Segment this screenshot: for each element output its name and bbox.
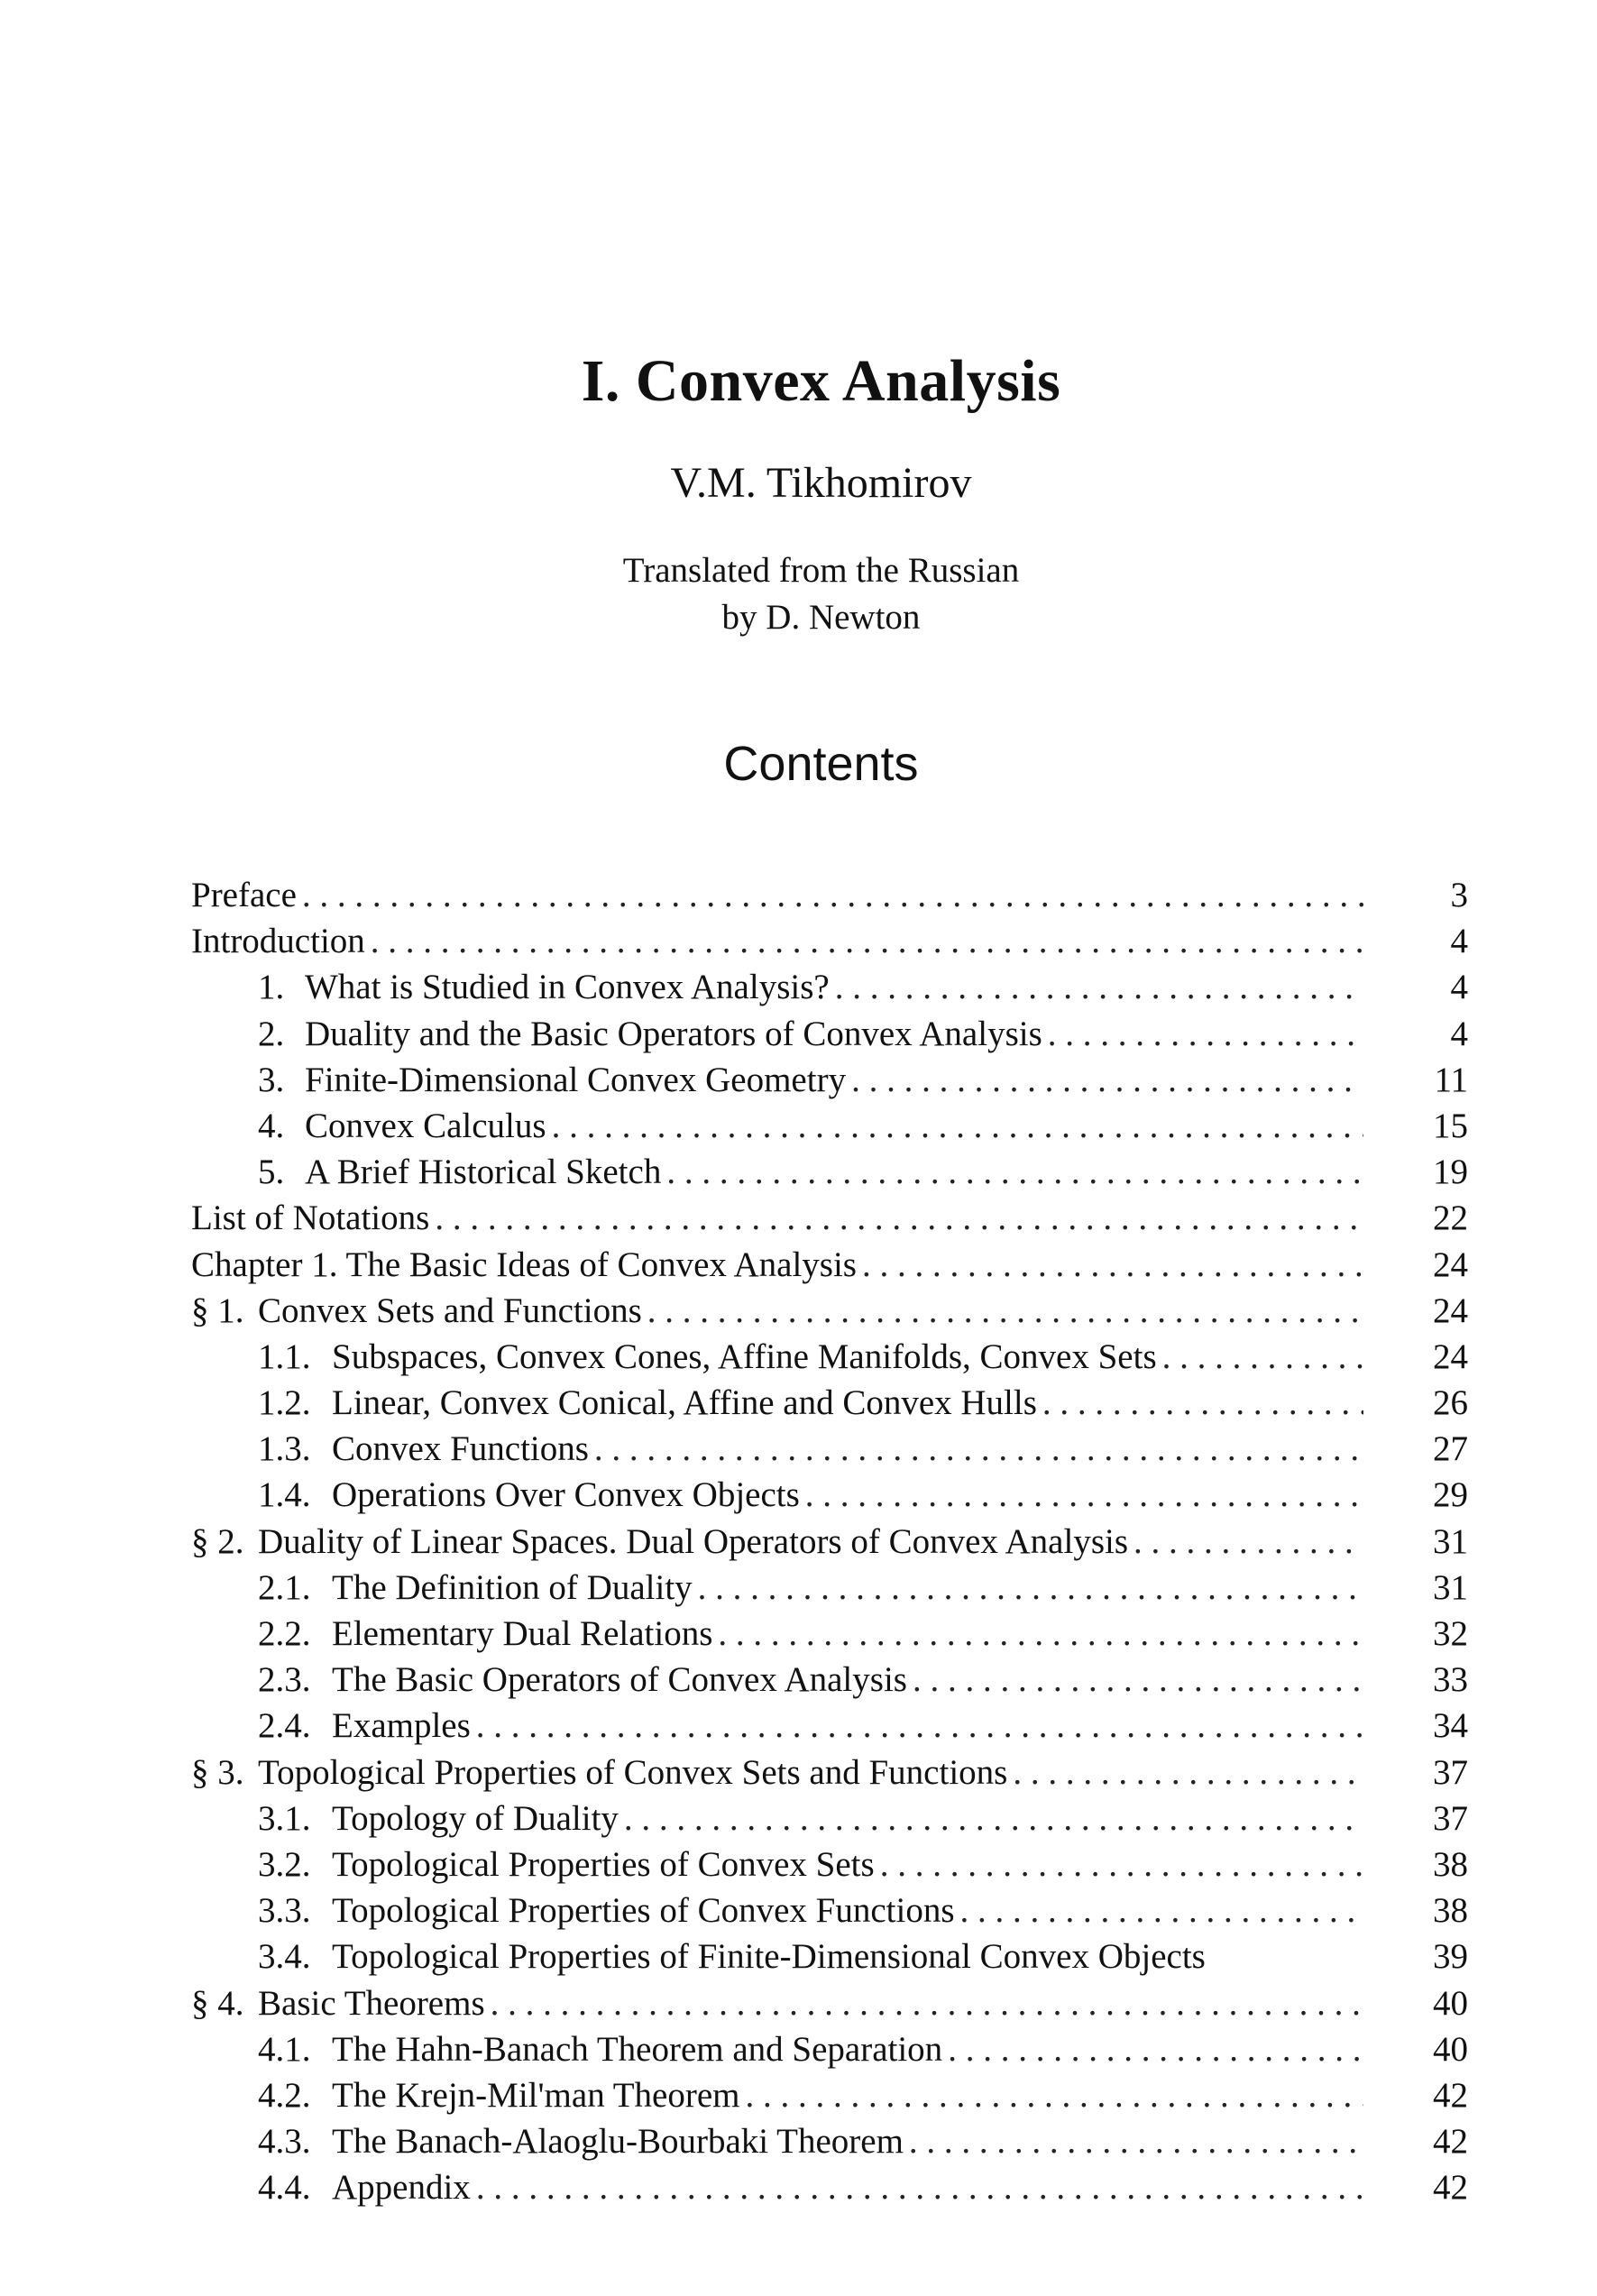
toc-number: 3.4. xyxy=(258,1937,311,1977)
toc-leader-dots xyxy=(491,1980,1363,2026)
toc-entry-1-1[interactable] xyxy=(191,1334,1468,1380)
toc-number: 4.2. xyxy=(258,2075,311,2115)
toc-title: Topological Properties of Convex Sets xyxy=(332,1844,875,1884)
toc-title: Chapter 1. The Basic Ideas of Convex Analysis xyxy=(191,1244,857,1284)
toc-leader-dots xyxy=(1013,1750,1363,1795)
toc-title: The Krejn-Mil'man Theorem xyxy=(332,2075,740,2115)
toc-number: § 1. xyxy=(191,1290,244,1330)
toc-leader-dots xyxy=(913,1657,1363,1703)
toc-entry-intro-4[interactable] xyxy=(191,1103,1468,1149)
toc-number: 3.1. xyxy=(258,1798,311,1838)
toc-number: 1.1. xyxy=(258,1336,311,1376)
toc-number: 3.3. xyxy=(258,1891,311,1931)
toc-page-number: 29 xyxy=(1433,1475,1468,1515)
toc-leader-dots xyxy=(552,1103,1363,1149)
toc-leader-dots xyxy=(835,964,1363,1010)
toc-page-number: 19 xyxy=(1433,1153,1468,1192)
toc-number: 1.3. xyxy=(258,1429,311,1469)
toc-title: Duality of Linear Spaces. Dual Operators of Convex Analysis xyxy=(258,1521,1129,1561)
translated-line-2: by D. Newton xyxy=(721,598,921,637)
toc-page-number: 26 xyxy=(1433,1383,1468,1423)
toc-page-number: 4 xyxy=(1450,922,1468,961)
toc-entry-3-1[interactable] xyxy=(191,1795,1468,1841)
toc-number: 5. xyxy=(258,1153,285,1192)
toc-page-number: 37 xyxy=(1433,1798,1468,1838)
toc-number: 2. xyxy=(258,1014,285,1053)
toc-page-number: 31 xyxy=(1433,1521,1468,1561)
toc-page-number: 40 xyxy=(1433,1983,1468,2023)
toc-page-number: 27 xyxy=(1433,1429,1468,1469)
table-of-contents xyxy=(191,872,1468,2210)
toc-title: What is Studied in Convex Analysis? xyxy=(305,968,830,1007)
toc-entry-introduction[interactable] xyxy=(191,918,1468,964)
toc-title: Operations Over Convex Objects xyxy=(332,1475,800,1515)
toc-leader-dots xyxy=(1162,1334,1363,1380)
toc-entry-3-4[interactable] xyxy=(191,1933,1468,1979)
toc-leader-dots xyxy=(851,1057,1363,1103)
toc-leader-dots xyxy=(948,2026,1363,2072)
translated-line-1: Translated from the Russian xyxy=(622,551,1020,590)
toc-leader-dots xyxy=(880,1841,1363,1887)
toc-entry-section-2[interactable] xyxy=(191,1519,1468,1565)
toc-entry-section-4[interactable] xyxy=(191,1980,1468,2026)
toc-number: § 3. xyxy=(191,1752,244,1792)
toc-page-number: 31 xyxy=(1433,1567,1468,1607)
toc-entry-4-2[interactable] xyxy=(191,2072,1468,2118)
toc-entry-4-1[interactable] xyxy=(191,2026,1468,2072)
toc-number: 1.2. xyxy=(258,1383,311,1423)
toc-leader-dots xyxy=(1042,1380,1363,1426)
toc-number: 4.1. xyxy=(258,2029,311,2069)
toc-leader-dots xyxy=(862,1242,1363,1288)
toc-leader-dots xyxy=(435,1195,1363,1241)
toc-leader-dots xyxy=(909,2118,1363,2164)
toc-title: Convex Calculus xyxy=(305,1106,546,1145)
toc-entry-intro-1[interactable] xyxy=(191,964,1468,1010)
toc-page-number: 4 xyxy=(1450,968,1468,1007)
toc-number: 2.1. xyxy=(258,1567,311,1607)
toc-page-number: 11 xyxy=(1434,1060,1468,1099)
chapter-title: I. Convex Analysis xyxy=(581,348,1061,414)
toc-leader-dots xyxy=(1134,1519,1363,1565)
toc-number: 4.3. xyxy=(258,2122,311,2162)
toc-page-number: 40 xyxy=(1433,2029,1468,2069)
toc-page-number: 42 xyxy=(1433,2075,1468,2115)
toc-leader-dots xyxy=(805,1472,1363,1518)
toc-entry-2-4[interactable] xyxy=(191,1703,1468,1749)
toc-leader-dots xyxy=(666,1149,1363,1195)
toc-title: Linear, Convex Conical, Affine and Convex Hulls xyxy=(332,1383,1037,1423)
toc-title: Topology of Duality xyxy=(332,1798,619,1838)
toc-page-number: 33 xyxy=(1433,1660,1468,1700)
toc-page-number: 39 xyxy=(1433,1937,1468,1977)
toc-page-number: 22 xyxy=(1433,1199,1468,1238)
toc-number: 1. xyxy=(258,968,285,1007)
toc-entry-section-3[interactable] xyxy=(191,1750,1468,1795)
toc-entry-2-2[interactable] xyxy=(191,1611,1468,1657)
toc-page-number: 42 xyxy=(1433,2168,1468,2208)
toc-leader-dots xyxy=(960,1887,1363,1933)
toc-entry-3-2[interactable] xyxy=(191,1841,1468,1887)
toc-title: Convex Sets and Functions xyxy=(258,1290,642,1330)
translation-credit xyxy=(0,547,1597,641)
toc-leader-dots xyxy=(371,918,1363,964)
toc-page-number: 24 xyxy=(1433,1244,1468,1284)
contents-heading: Contents xyxy=(723,737,919,791)
toc-title: Finite-Dimensional Convex Geometry xyxy=(305,1060,847,1099)
toc-entry-2-3[interactable] xyxy=(191,1657,1468,1703)
toc-entry-preface[interactable] xyxy=(191,872,1468,918)
toc-title: Subspaces, Convex Cones, Affine Manifolds, Convex Sets xyxy=(332,1336,1157,1376)
toc-number: 3.2. xyxy=(258,1844,311,1884)
toc-entry-intro-3[interactable] xyxy=(191,1057,1468,1103)
toc-leader-dots xyxy=(718,1611,1363,1657)
toc-number: 4. xyxy=(258,1106,285,1145)
toc-title: The Basic Operators of Convex Analysis xyxy=(332,1660,907,1700)
toc-number: 4.4. xyxy=(258,2168,311,2208)
toc-title: Preface xyxy=(191,876,297,914)
toc-entry-section-1[interactable] xyxy=(191,1288,1468,1334)
toc-entry-intro-2[interactable] xyxy=(191,1011,1468,1057)
toc-title: Basic Theorems xyxy=(258,1983,485,2023)
toc-page-number: 42 xyxy=(1433,2122,1468,2162)
toc-leader-dots xyxy=(1048,1011,1363,1057)
toc-entry-list-of-notations[interactable] xyxy=(191,1195,1468,1241)
toc-leader-dots xyxy=(302,872,1363,918)
toc-leader-dots xyxy=(698,1565,1363,1611)
toc-leader-dots xyxy=(624,1795,1363,1841)
toc-entry-intro-5[interactable] xyxy=(191,1149,1468,1195)
toc-title: The Banach-Alaoglu-Bourbaki Theorem xyxy=(332,2122,904,2162)
author-name: V.M. Tikhomirov xyxy=(670,459,972,507)
toc-entry-3-3[interactable] xyxy=(191,1887,1468,1933)
toc-number: 3. xyxy=(258,1060,285,1099)
toc-title: Examples xyxy=(332,1706,471,1746)
toc-number: 1.4. xyxy=(258,1475,311,1515)
toc-leader-dots xyxy=(476,1703,1363,1749)
toc-number: § 4. xyxy=(191,1983,244,2023)
toc-title: The Definition of Duality xyxy=(332,1567,693,1607)
toc-title: Topological Properties of Convex Sets and Functions xyxy=(258,1752,1008,1792)
toc-title: Convex Functions xyxy=(332,1429,589,1469)
toc-title: Introduction xyxy=(191,922,365,961)
toc-leader-dots xyxy=(594,1426,1363,1472)
toc-page-number: 15 xyxy=(1433,1106,1468,1145)
toc-leader-dots xyxy=(647,1288,1363,1334)
toc-page-number: 38 xyxy=(1433,1844,1468,1884)
toc-entry-1-2[interactable] xyxy=(191,1380,1468,1426)
toc-page-number: 3 xyxy=(1450,876,1468,914)
toc-title: A Brief Historical Sketch xyxy=(305,1153,662,1192)
toc-leader-dots xyxy=(476,2164,1363,2210)
toc-entry-4-4[interactable] xyxy=(191,2164,1468,2210)
toc-title: Appendix xyxy=(332,2168,471,2208)
toc-page-number: 24 xyxy=(1433,1290,1468,1330)
toc-page-number: 24 xyxy=(1433,1336,1468,1376)
toc-entry-chapter-1[interactable] xyxy=(191,1242,1468,1288)
toc-number: § 2. xyxy=(191,1521,244,1561)
toc-title: Elementary Dual Relations xyxy=(332,1614,713,1653)
toc-number: 2.4. xyxy=(258,1706,311,1746)
toc-entry-4-3[interactable] xyxy=(191,2118,1468,2164)
toc-title: The Hahn-Banach Theorem and Separation xyxy=(332,2029,943,2069)
toc-entry-2-1[interactable] xyxy=(191,1565,1468,1611)
toc-leader-dots xyxy=(746,2072,1364,2118)
toc-number: 2.2. xyxy=(258,1614,311,1653)
toc-title: Duality and the Basic Operators of Convex Analysis xyxy=(305,1014,1042,1053)
toc-page-number: 4 xyxy=(1450,1014,1468,1053)
toc-title: List of Notations xyxy=(191,1199,430,1238)
toc-entry-1-3[interactable] xyxy=(191,1426,1468,1472)
toc-title: Topological Properties of Convex Functions xyxy=(332,1891,955,1931)
toc-page-number: 38 xyxy=(1433,1891,1468,1931)
toc-page-number: 32 xyxy=(1433,1614,1468,1653)
toc-title: Topological Properties of Finite-Dimensional Convex Objects xyxy=(332,1937,1206,1977)
toc-entry-1-4[interactable] xyxy=(191,1472,1468,1518)
toc-number: 2.3. xyxy=(258,1660,311,1700)
toc-page-number: 34 xyxy=(1433,1706,1468,1746)
toc-page-number: 37 xyxy=(1433,1752,1468,1792)
